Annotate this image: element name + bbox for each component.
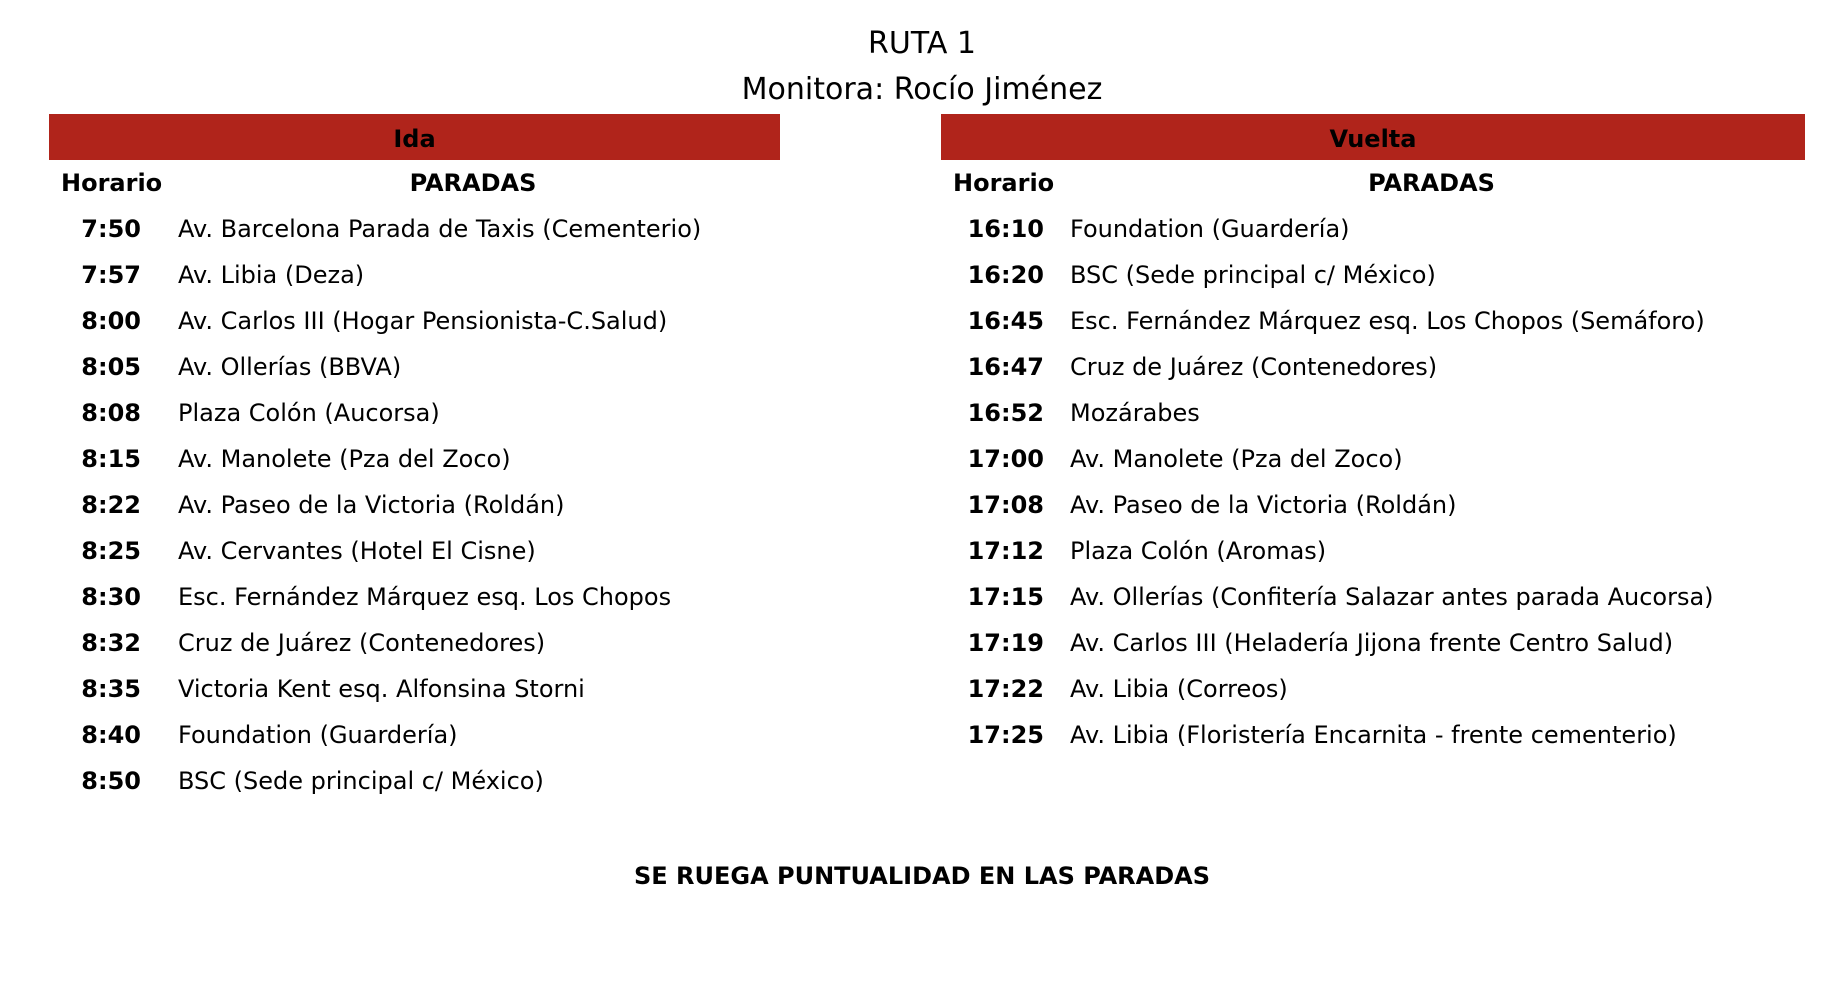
stop-time: 17:25: [967, 721, 1044, 749]
table-row: [941, 666, 1805, 712]
stop-name: Av. Paseo de la Victoria (Roldán): [178, 491, 565, 519]
stop-time: 17:12: [967, 537, 1044, 565]
stop-name: Av. Libia (Floristería Encarnita - frente cementerio): [1070, 721, 1677, 749]
table-row: [941, 574, 1805, 620]
stop-time: 8:32: [81, 629, 141, 657]
stop-time: 16:45: [967, 307, 1044, 335]
stop-time: 16:52: [967, 399, 1044, 427]
table-row: [49, 758, 780, 804]
table-row: [49, 482, 780, 528]
table-row: [941, 436, 1805, 482]
ida-rows: [49, 206, 780, 804]
stop-time: 8:05: [81, 353, 141, 381]
table-row: [49, 620, 780, 666]
ida-table: [49, 114, 780, 804]
vuelta-rows: [941, 206, 1805, 758]
stop-name: Av. Manolete (Pza del Zoco): [178, 445, 511, 473]
table-row: [49, 390, 780, 436]
punctuality-notice: SE RUEGA PUNTUALIDAD EN LAS PARADAS: [633, 862, 1211, 890]
table-row: [49, 298, 780, 344]
stop-name: Victoria Kent esq. Alfonsina Storni: [178, 675, 585, 703]
stop-name: Cruz de Juárez (Contenedores): [1070, 353, 1438, 381]
stop-time: 8:25: [81, 537, 141, 565]
table-row: [49, 528, 780, 574]
stop-name: Cruz de Juárez (Contenedores): [178, 629, 546, 657]
stop-time: 8:50: [81, 767, 141, 795]
stop-name: BSC (Sede principal c/ México): [178, 767, 544, 795]
vuelta-column-headers: [941, 160, 1805, 206]
stop-time: 16:47: [967, 353, 1044, 381]
stop-time: 17:19: [967, 629, 1044, 657]
table-row: [941, 528, 1805, 574]
stop-name: Esc. Fernández Márquez esq. Los Chopos: [178, 583, 672, 611]
stop-time: 8:40: [81, 721, 141, 749]
table-row: [49, 666, 780, 712]
table-row: [941, 206, 1805, 252]
table-row: [941, 482, 1805, 528]
table-row: [941, 620, 1805, 666]
stop-name: Av. Paseo de la Victoria (Roldán): [1070, 491, 1457, 519]
stop-time: 8:08: [81, 399, 141, 427]
ida-horario-header: Horario: [61, 169, 163, 197]
stop-name: Plaza Colón (Aucorsa): [178, 399, 440, 427]
table-row: [941, 298, 1805, 344]
stop-time: 8:15: [81, 445, 141, 473]
stop-name: BSC (Sede principal c/ México): [1070, 261, 1436, 289]
ida-column-headers: [49, 160, 780, 206]
stop-name: Av. Cervantes (Hotel El Cisne): [178, 537, 536, 565]
stop-name: Av. Manolete (Pza del Zoco): [1070, 445, 1403, 473]
vuelta-table: [941, 114, 1805, 758]
stop-time: 7:50: [81, 215, 141, 243]
stop-time: 17:00: [967, 445, 1044, 473]
stop-time: 17:08: [967, 491, 1044, 519]
stop-time: 8:00: [81, 307, 141, 335]
stop-name: Mozárabes: [1070, 399, 1200, 427]
stop-time: 17:15: [967, 583, 1044, 611]
table-row: [941, 390, 1805, 436]
stop-time: 8:22: [81, 491, 141, 519]
stop-name: Foundation (Guardería): [178, 721, 458, 749]
stop-name: Av. Carlos III (Heladería Jijona frente Centro Salud): [1070, 629, 1674, 657]
table-row: [49, 574, 780, 620]
table-row: [49, 252, 780, 298]
ida-paradas-header: PARADAS: [409, 169, 537, 197]
table-row: [49, 206, 780, 252]
stop-time: 16:20: [967, 261, 1044, 289]
vuelta-horario-header: Horario: [953, 169, 1055, 197]
stop-name: Av. Ollerías (Confitería Salazar antes parada Aucorsa): [1070, 583, 1714, 611]
stop-name: Av. Barcelona Parada de Taxis (Cementerio): [178, 215, 702, 243]
stop-time: 17:22: [967, 675, 1044, 703]
stop-name: Plaza Colón (Aromas): [1070, 537, 1327, 565]
stop-name: Av. Carlos III (Hogar Pensionista-C.Salud): [178, 307, 668, 335]
stop-time: 8:30: [81, 583, 141, 611]
table-row: [49, 436, 780, 482]
table-row: [941, 252, 1805, 298]
table-row: [49, 712, 780, 758]
stop-name: Av. Libia (Correos): [1070, 675, 1288, 703]
vuelta-header-bar: Vuelta: [941, 114, 1805, 160]
ida-header-bar: Ida: [49, 114, 780, 160]
stop-time: 8:35: [81, 675, 141, 703]
stop-name: Av. Libia (Deza): [178, 261, 365, 289]
stop-name: Av. Ollerías (BBVA): [178, 353, 402, 381]
stop-name: Foundation (Guardería): [1070, 215, 1350, 243]
stop-name: Esc. Fernández Márquez esq. Los Chopos (Semáforo): [1070, 307, 1705, 335]
vuelta-paradas-header: PARADAS: [1368, 169, 1495, 197]
monitor-subtitle: Monitora: Rocío Jiménez: [741, 72, 1103, 107]
table-row: [49, 344, 780, 390]
table-row: [941, 712, 1805, 758]
route-title: RUTA 1: [868, 26, 976, 61]
stop-time: 16:10: [967, 215, 1044, 243]
stop-time: 7:57: [81, 261, 141, 289]
table-row: [941, 344, 1805, 390]
